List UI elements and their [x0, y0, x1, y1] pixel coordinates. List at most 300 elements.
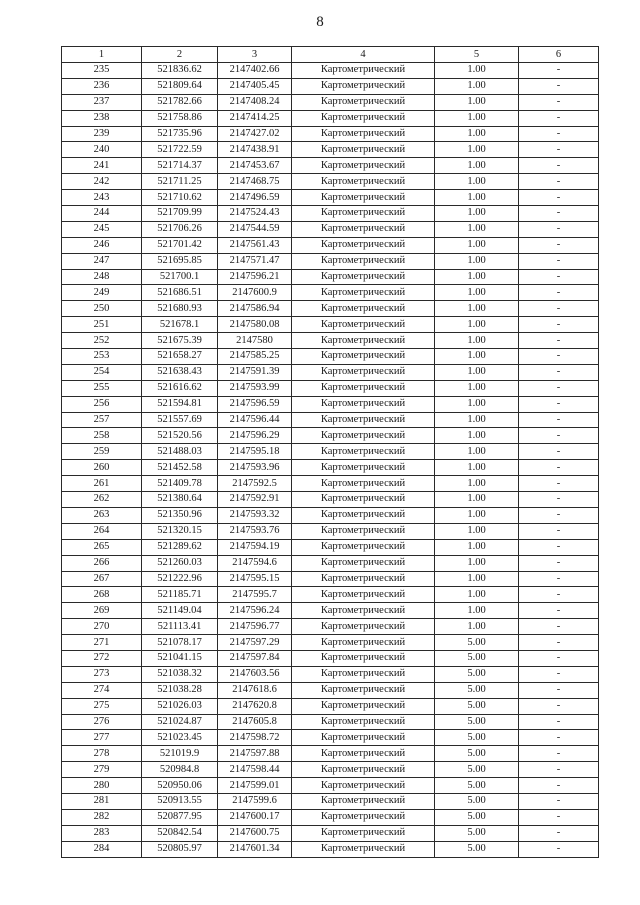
- table-row: [62, 142, 599, 158]
- cell-method: Картометрический: [292, 94, 435, 110]
- cell-note: -: [519, 809, 599, 825]
- cell-accuracy: 1.00: [435, 571, 519, 587]
- table-row: [62, 364, 599, 380]
- cell-point-number: 244: [62, 206, 142, 222]
- cell-accuracy: 5.00: [435, 666, 519, 682]
- cell-accuracy: 1.00: [435, 110, 519, 126]
- table-header: [62, 47, 599, 63]
- cell-x-coordinate: 521678.1: [142, 317, 218, 333]
- cell-method: Картометрический: [292, 110, 435, 126]
- cell-method: Картометрический: [292, 492, 435, 508]
- cell-accuracy: 1.00: [435, 555, 519, 571]
- cell-x-coordinate: 521023.45: [142, 730, 218, 746]
- cell-method: Картометрический: [292, 603, 435, 619]
- cell-x-coordinate: 521758.86: [142, 110, 218, 126]
- cell-method: Картометрический: [292, 364, 435, 380]
- cell-point-number: 276: [62, 714, 142, 730]
- cell-note: -: [519, 714, 599, 730]
- cell-accuracy: 1.00: [435, 63, 519, 79]
- cell-x-coordinate: 521260.03: [142, 555, 218, 571]
- table-row: [62, 698, 599, 714]
- cell-x-coordinate: 521616.62: [142, 380, 218, 396]
- cell-y-coordinate: 2147596.77: [218, 619, 292, 635]
- table-row: [62, 555, 599, 571]
- cell-note: -: [519, 793, 599, 809]
- cell-method: Картометрический: [292, 793, 435, 809]
- cell-accuracy: 1.00: [435, 380, 519, 396]
- cell-point-number: 258: [62, 428, 142, 444]
- cell-point-number: 280: [62, 778, 142, 794]
- cell-x-coordinate: 521520.56: [142, 428, 218, 444]
- cell-note: -: [519, 492, 599, 508]
- cell-note: -: [519, 110, 599, 126]
- cell-accuracy: 5.00: [435, 825, 519, 841]
- cell-point-number: 272: [62, 650, 142, 666]
- cell-note: -: [519, 587, 599, 603]
- cell-y-coordinate: 2147596.59: [218, 396, 292, 412]
- cell-accuracy: 1.00: [435, 396, 519, 412]
- cell-x-coordinate: 521380.64: [142, 492, 218, 508]
- page-number: 8: [316, 14, 324, 30]
- cell-accuracy: 5.00: [435, 793, 519, 809]
- cell-y-coordinate: 2147561.43: [218, 237, 292, 253]
- cell-y-coordinate: 2147605.8: [218, 714, 292, 730]
- cell-method: Картометрический: [292, 285, 435, 301]
- cell-point-number: 235: [62, 63, 142, 79]
- cell-method: Картометрический: [292, 301, 435, 317]
- cell-x-coordinate: 521041.15: [142, 650, 218, 666]
- cell-x-coordinate: 521782.66: [142, 94, 218, 110]
- cell-note: -: [519, 63, 599, 79]
- cell-accuracy: 1.00: [435, 142, 519, 158]
- cell-point-number: 265: [62, 539, 142, 555]
- cell-x-coordinate: 521836.62: [142, 63, 218, 79]
- cell-method: Картометрический: [292, 460, 435, 476]
- cell-note: -: [519, 603, 599, 619]
- table-row: [62, 619, 599, 635]
- cell-note: -: [519, 778, 599, 794]
- table-body: [62, 63, 599, 858]
- cell-x-coordinate: 521185.71: [142, 587, 218, 603]
- cell-point-number: 282: [62, 809, 142, 825]
- table-row: [62, 714, 599, 730]
- cell-accuracy: 1.00: [435, 349, 519, 365]
- header-cell-4: 4: [292, 47, 435, 63]
- cell-note: -: [519, 380, 599, 396]
- cell-point-number: 254: [62, 364, 142, 380]
- table-row: [62, 158, 599, 174]
- cell-method: Картометрический: [292, 650, 435, 666]
- cell-y-coordinate: 2147593.99: [218, 380, 292, 396]
- cell-method: Картометрический: [292, 523, 435, 539]
- cell-accuracy: 5.00: [435, 714, 519, 730]
- cell-x-coordinate: 521149.04: [142, 603, 218, 619]
- cell-method: Картометрический: [292, 698, 435, 714]
- cell-note: -: [519, 333, 599, 349]
- cell-y-coordinate: 2147585.25: [218, 349, 292, 365]
- cell-point-number: 266: [62, 555, 142, 571]
- cell-note: -: [519, 762, 599, 778]
- cell-point-number: 247: [62, 253, 142, 269]
- cell-note: -: [519, 190, 599, 206]
- cell-note: -: [519, 746, 599, 762]
- cell-method: Картометрический: [292, 476, 435, 492]
- cell-x-coordinate: 521686.51: [142, 285, 218, 301]
- header-cell-6: 6: [519, 47, 599, 63]
- cell-point-number: 248: [62, 269, 142, 285]
- cell-note: -: [519, 555, 599, 571]
- cell-point-number: 236: [62, 78, 142, 94]
- cell-accuracy: 5.00: [435, 730, 519, 746]
- table-row: [62, 793, 599, 809]
- cell-y-coordinate: 2147596.24: [218, 603, 292, 619]
- cell-point-number: 262: [62, 492, 142, 508]
- cell-y-coordinate: 2147618.6: [218, 682, 292, 698]
- cell-method: Картометрический: [292, 63, 435, 79]
- cell-note: -: [519, 142, 599, 158]
- table-row: [62, 746, 599, 762]
- cell-y-coordinate: 2147586.94: [218, 301, 292, 317]
- cell-y-coordinate: 2147598.72: [218, 730, 292, 746]
- cell-accuracy: 1.00: [435, 412, 519, 428]
- cell-x-coordinate: 520877.95: [142, 809, 218, 825]
- header-row: [62, 47, 599, 63]
- cell-note: -: [519, 635, 599, 651]
- cell-method: Картометрический: [292, 158, 435, 174]
- table-row: [62, 333, 599, 349]
- table-row: [62, 126, 599, 142]
- cell-y-coordinate: 2147596.29: [218, 428, 292, 444]
- cell-x-coordinate: 521722.59: [142, 142, 218, 158]
- cell-point-number: 273: [62, 666, 142, 682]
- cell-note: -: [519, 666, 599, 682]
- cell-method: Картометрический: [292, 142, 435, 158]
- table-row: [62, 349, 599, 365]
- cell-note: -: [519, 364, 599, 380]
- cell-note: -: [519, 825, 599, 841]
- cell-point-number: 267: [62, 571, 142, 587]
- cell-accuracy: 1.00: [435, 444, 519, 460]
- cell-method: Картометрический: [292, 571, 435, 587]
- cell-point-number: 245: [62, 221, 142, 237]
- cell-note: -: [519, 301, 599, 317]
- table-row: [62, 269, 599, 285]
- cell-accuracy: 1.00: [435, 364, 519, 380]
- cell-y-coordinate: 2147596.44: [218, 412, 292, 428]
- cell-point-number: 270: [62, 619, 142, 635]
- cell-point-number: 277: [62, 730, 142, 746]
- cell-method: Картометрический: [292, 809, 435, 825]
- cell-note: -: [519, 507, 599, 523]
- cell-point-number: 249: [62, 285, 142, 301]
- cell-method: Картометрический: [292, 619, 435, 635]
- table-row: [62, 317, 599, 333]
- cell-x-coordinate: 521289.62: [142, 539, 218, 555]
- cell-x-coordinate: 521700.1: [142, 269, 218, 285]
- cell-note: -: [519, 428, 599, 444]
- table-row: [62, 94, 599, 110]
- cell-y-coordinate: 2147405.45: [218, 78, 292, 94]
- table-row: [62, 237, 599, 253]
- cell-x-coordinate: 521638.43: [142, 364, 218, 380]
- cell-accuracy: 5.00: [435, 809, 519, 825]
- cell-point-number: 281: [62, 793, 142, 809]
- cell-method: Картометрический: [292, 666, 435, 682]
- table-row: [62, 492, 599, 508]
- cell-note: -: [519, 523, 599, 539]
- cell-y-coordinate: 2147408.24: [218, 94, 292, 110]
- cell-y-coordinate: 2147603.56: [218, 666, 292, 682]
- cell-x-coordinate: 521809.64: [142, 78, 218, 94]
- cell-accuracy: 1.00: [435, 333, 519, 349]
- cell-x-coordinate: 521695.85: [142, 253, 218, 269]
- table-row: [62, 174, 599, 190]
- cell-accuracy: 5.00: [435, 650, 519, 666]
- table-row: [62, 841, 599, 857]
- cell-y-coordinate: 2147597.84: [218, 650, 292, 666]
- table-row: [62, 412, 599, 428]
- cell-method: Картометрический: [292, 317, 435, 333]
- cell-y-coordinate: 2147593.76: [218, 523, 292, 539]
- cell-y-coordinate: 2147468.75: [218, 174, 292, 190]
- cell-y-coordinate: 2147593.32: [218, 507, 292, 523]
- cell-y-coordinate: 2147600.9: [218, 285, 292, 301]
- cell-point-number: 274: [62, 682, 142, 698]
- cell-method: Картометрический: [292, 682, 435, 698]
- cell-x-coordinate: 521024.87: [142, 714, 218, 730]
- cell-y-coordinate: 2147594.6: [218, 555, 292, 571]
- table-row: [62, 63, 599, 79]
- cell-accuracy: 5.00: [435, 746, 519, 762]
- cell-note: -: [519, 158, 599, 174]
- cell-point-number: 238: [62, 110, 142, 126]
- cell-method: Картометрический: [292, 778, 435, 794]
- table-row: [62, 539, 599, 555]
- cell-accuracy: 1.00: [435, 126, 519, 142]
- cell-point-number: 250: [62, 301, 142, 317]
- cell-point-number: 237: [62, 94, 142, 110]
- cell-y-coordinate: 2147598.44: [218, 762, 292, 778]
- cell-y-coordinate: 2147580: [218, 333, 292, 349]
- cell-accuracy: 1.00: [435, 301, 519, 317]
- cell-accuracy: 1.00: [435, 78, 519, 94]
- cell-x-coordinate: 521488.03: [142, 444, 218, 460]
- coordinates-table: [61, 46, 599, 858]
- cell-point-number: 279: [62, 762, 142, 778]
- table-row: [62, 682, 599, 698]
- cell-method: Картометрический: [292, 825, 435, 841]
- cell-point-number: 261: [62, 476, 142, 492]
- cell-x-coordinate: 521711.25: [142, 174, 218, 190]
- cell-method: Картометрический: [292, 444, 435, 460]
- cell-x-coordinate: 521026.03: [142, 698, 218, 714]
- cell-note: -: [519, 539, 599, 555]
- cell-point-number: 241: [62, 158, 142, 174]
- cell-y-coordinate: 2147591.39: [218, 364, 292, 380]
- cell-accuracy: 1.00: [435, 619, 519, 635]
- header-cell-5: 5: [435, 47, 519, 63]
- cell-point-number: 255: [62, 380, 142, 396]
- cell-x-coordinate: 521658.27: [142, 349, 218, 365]
- cell-note: -: [519, 78, 599, 94]
- cell-accuracy: 1.00: [435, 476, 519, 492]
- cell-y-coordinate: 2147599.6: [218, 793, 292, 809]
- cell-point-number: 256: [62, 396, 142, 412]
- cell-x-coordinate: 521701.42: [142, 237, 218, 253]
- cell-x-coordinate: 521594.81: [142, 396, 218, 412]
- cell-note: -: [519, 650, 599, 666]
- cell-method: Картометрический: [292, 428, 435, 444]
- cell-accuracy: 1.00: [435, 221, 519, 237]
- cell-point-number: 271: [62, 635, 142, 651]
- cell-method: Картометрический: [292, 412, 435, 428]
- cell-accuracy: 1.00: [435, 206, 519, 222]
- cell-note: -: [519, 126, 599, 142]
- cell-accuracy: 1.00: [435, 317, 519, 333]
- table-row: [62, 523, 599, 539]
- cell-y-coordinate: 2147593.96: [218, 460, 292, 476]
- header-cell-2: 2: [142, 47, 218, 63]
- cell-y-coordinate: 2147427.02: [218, 126, 292, 142]
- cell-accuracy: 1.00: [435, 492, 519, 508]
- cell-point-number: 275: [62, 698, 142, 714]
- table-row: [62, 603, 599, 619]
- cell-method: Картометрический: [292, 190, 435, 206]
- cell-accuracy: 1.00: [435, 190, 519, 206]
- cell-note: -: [519, 841, 599, 857]
- cell-method: Картометрический: [292, 746, 435, 762]
- cell-note: -: [519, 571, 599, 587]
- header-cell-3: 3: [218, 47, 292, 63]
- cell-note: -: [519, 698, 599, 714]
- cell-method: Картометрический: [292, 635, 435, 651]
- table-row: [62, 444, 599, 460]
- cell-x-coordinate: 521320.15: [142, 523, 218, 539]
- cell-x-coordinate: 521350.96: [142, 507, 218, 523]
- cell-note: -: [519, 174, 599, 190]
- cell-x-coordinate: 521675.39: [142, 333, 218, 349]
- cell-point-number: 269: [62, 603, 142, 619]
- table-row: [62, 253, 599, 269]
- cell-method: Картометрический: [292, 714, 435, 730]
- cell-point-number: 240: [62, 142, 142, 158]
- cell-accuracy: 1.00: [435, 269, 519, 285]
- cell-point-number: 251: [62, 317, 142, 333]
- table-row: [62, 221, 599, 237]
- cell-x-coordinate: 521038.32: [142, 666, 218, 682]
- cell-method: Картометрический: [292, 237, 435, 253]
- cell-x-coordinate: 521710.62: [142, 190, 218, 206]
- cell-y-coordinate: 2147597.29: [218, 635, 292, 651]
- cell-note: -: [519, 253, 599, 269]
- cell-y-coordinate: 2147414.25: [218, 110, 292, 126]
- cell-x-coordinate: 521706.26: [142, 221, 218, 237]
- cell-y-coordinate: 2147595.18: [218, 444, 292, 460]
- cell-point-number: 264: [62, 523, 142, 539]
- cell-accuracy: 1.00: [435, 507, 519, 523]
- cell-y-coordinate: 2147544.59: [218, 221, 292, 237]
- cell-point-number: 268: [62, 587, 142, 603]
- cell-note: -: [519, 285, 599, 301]
- cell-method: Картометрический: [292, 253, 435, 269]
- cell-y-coordinate: 2147438.91: [218, 142, 292, 158]
- cell-y-coordinate: 2147599.01: [218, 778, 292, 794]
- table-row: [62, 666, 599, 682]
- cell-note: -: [519, 444, 599, 460]
- cell-y-coordinate: 2147596.21: [218, 269, 292, 285]
- cell-point-number: 259: [62, 444, 142, 460]
- table-row: [62, 110, 599, 126]
- table-row: [62, 825, 599, 841]
- cell-accuracy: 5.00: [435, 635, 519, 651]
- table-row: [62, 635, 599, 651]
- cell-method: Картометрический: [292, 221, 435, 237]
- table-row: [62, 476, 599, 492]
- cell-accuracy: 5.00: [435, 762, 519, 778]
- table-row: [62, 809, 599, 825]
- table-row: [62, 285, 599, 301]
- cell-y-coordinate: 2147595.7: [218, 587, 292, 603]
- cell-x-coordinate: 520842.54: [142, 825, 218, 841]
- table-row: [62, 730, 599, 746]
- cell-method: Картометрический: [292, 206, 435, 222]
- cell-x-coordinate: 521113.41: [142, 619, 218, 635]
- cell-x-coordinate: 521680.93: [142, 301, 218, 317]
- table-row: [62, 778, 599, 794]
- table-row: [62, 762, 599, 778]
- cell-method: Картометрический: [292, 762, 435, 778]
- cell-note: -: [519, 476, 599, 492]
- cell-method: Картометрический: [292, 380, 435, 396]
- table-row: [62, 190, 599, 206]
- cell-method: Картометрический: [292, 333, 435, 349]
- cell-y-coordinate: 2147524.43: [218, 206, 292, 222]
- cell-note: -: [519, 206, 599, 222]
- cell-point-number: 242: [62, 174, 142, 190]
- cell-accuracy: 1.00: [435, 174, 519, 190]
- cell-method: Картометрический: [292, 396, 435, 412]
- cell-accuracy: 5.00: [435, 778, 519, 794]
- cell-x-coordinate: 521452.58: [142, 460, 218, 476]
- cell-method: Картометрический: [292, 349, 435, 365]
- cell-accuracy: 1.00: [435, 285, 519, 301]
- cell-accuracy: 1.00: [435, 94, 519, 110]
- cell-accuracy: 1.00: [435, 253, 519, 269]
- cell-method: Картометрический: [292, 126, 435, 142]
- cell-y-coordinate: 2147601.34: [218, 841, 292, 857]
- table-row: [62, 301, 599, 317]
- cell-x-coordinate: 521557.69: [142, 412, 218, 428]
- cell-accuracy: 1.00: [435, 460, 519, 476]
- cell-point-number: 260: [62, 460, 142, 476]
- cell-method: Картометрический: [292, 174, 435, 190]
- cell-x-coordinate: 520950.06: [142, 778, 218, 794]
- cell-note: -: [519, 682, 599, 698]
- cell-y-coordinate: 2147580.08: [218, 317, 292, 333]
- cell-method: Картометрический: [292, 841, 435, 857]
- cell-note: -: [519, 269, 599, 285]
- cell-note: -: [519, 317, 599, 333]
- cell-x-coordinate: 520805.97: [142, 841, 218, 857]
- cell-point-number: 284: [62, 841, 142, 857]
- cell-y-coordinate: 2147600.75: [218, 825, 292, 841]
- cell-note: -: [519, 349, 599, 365]
- table-row: [62, 507, 599, 523]
- cell-x-coordinate: 521019.9: [142, 746, 218, 762]
- cell-note: -: [519, 396, 599, 412]
- cell-point-number: 243: [62, 190, 142, 206]
- cell-x-coordinate: 520913.55: [142, 793, 218, 809]
